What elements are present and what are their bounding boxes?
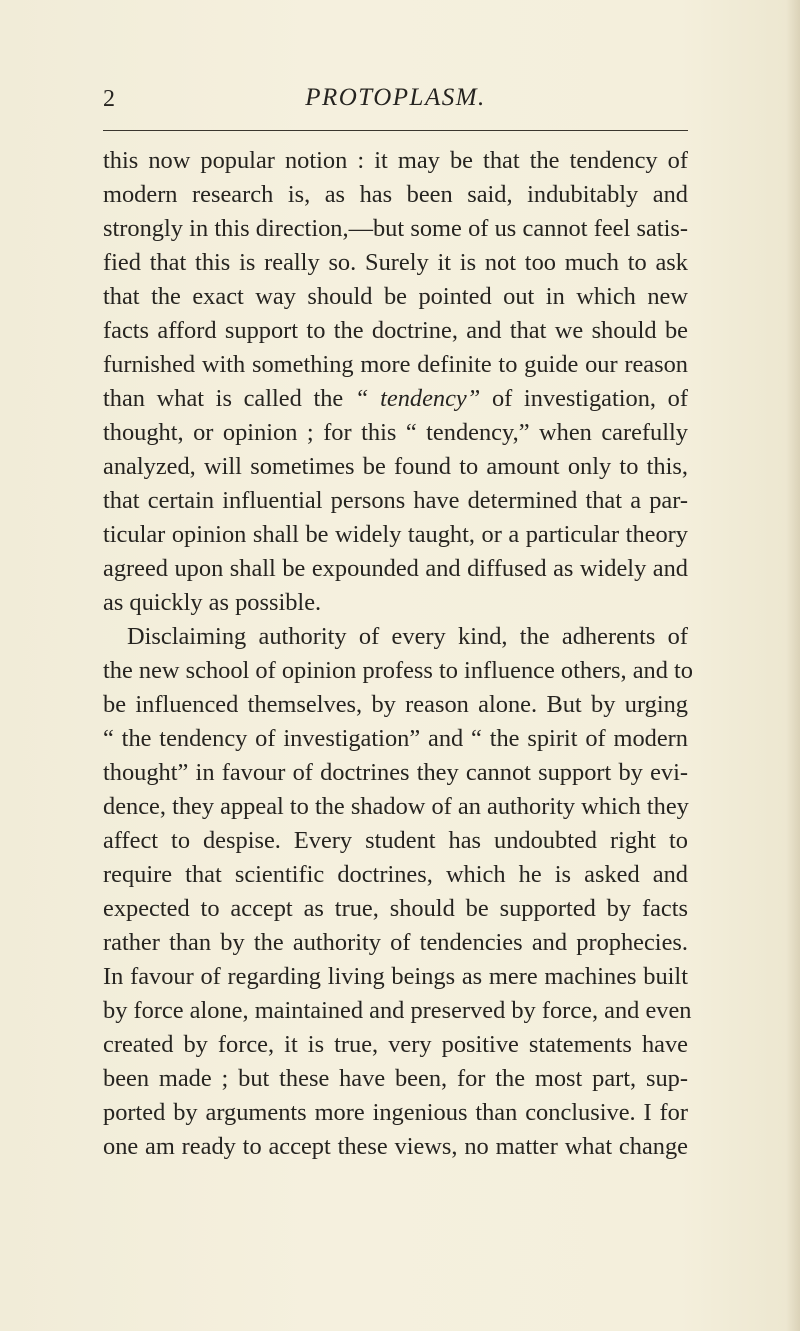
page-header [103, 84, 688, 118]
paragraph-start-line: Disclaiming authority of every kind, the adherents of [127, 623, 688, 650]
text-line: fied that this is really so. Surely it is not too much to ask [103, 249, 688, 276]
text-line: facts afford support to the doctrine, and that we should be [103, 317, 688, 344]
text-line: “ the tendency of investigation” and “ the spirit of modern [103, 725, 688, 752]
paragraph-end-line: as quickly as possible. [103, 589, 322, 616]
text-line [103, 382, 688, 416]
text-line: that certain influential persons have determined that a par- [103, 487, 688, 514]
text-line: thought” in favour of doctrines they cannot support by evi- [103, 759, 688, 786]
text-line: furnished with something more definite to guide our reason [103, 351, 688, 378]
text-segment: than what is called the [103, 385, 344, 412]
text-line: created by force, it is true, very positive statements have [103, 1031, 688, 1058]
text-line: ticular opinion shall be widely taught, or a particular theory [103, 521, 688, 548]
text-line: that the exact way should be pointed out in which new [103, 283, 688, 310]
header-rule [103, 130, 688, 131]
text-line: agreed upon shall be expounded and diffused as widely and [103, 555, 688, 582]
text-line: by force alone, maintained and preserved by force, and even [103, 997, 692, 1024]
running-head: PROTOPLASM. [305, 84, 486, 111]
text-line: require that scientific doctrines, which he is asked and [103, 861, 688, 888]
text-line: expected to accept as true, should be supported by facts [103, 895, 688, 922]
text-segment: of investigation, of [491, 385, 688, 412]
text-line: ported by arguments more ingenious than conclusive. I for [103, 1099, 688, 1126]
text-line: thought, or opinion ; for this “ tendency,” when carefully [103, 419, 688, 446]
page-edge-shadow [786, 0, 800, 1331]
text-line: the new school of opinion profess to influence others, and to [103, 657, 693, 684]
text-line: be influenced themselves, by reason alone. But by urging [103, 691, 688, 718]
page-number: 2 [103, 86, 115, 112]
text-line: rather than by the authority of tendencies and prophecies. [103, 929, 688, 956]
emphasis-tendency: “ tendency” [354, 385, 481, 412]
text-line: dence, they appeal to the shadow of an authority which they [103, 793, 689, 820]
text-line: affect to despise. Every student has undoubted right to [103, 827, 688, 854]
text-line: analyzed, will sometimes be found to amount only to this, [103, 453, 688, 480]
text-line: been made ; but these have been, for the most part, sup- [103, 1065, 688, 1092]
text-line: this now popular notion : it may be that the tendency of [103, 147, 688, 174]
text-line: In favour of regarding living beings as mere machines built [103, 963, 688, 990]
text-line: modern research is, as has been said, indubitably and [103, 181, 688, 208]
text-line: one am ready to accept these views, no matter what change [103, 1133, 688, 1160]
text-line: strongly in this direction,—but some of us cannot feel satis- [103, 215, 688, 242]
body-text [103, 144, 693, 1164]
